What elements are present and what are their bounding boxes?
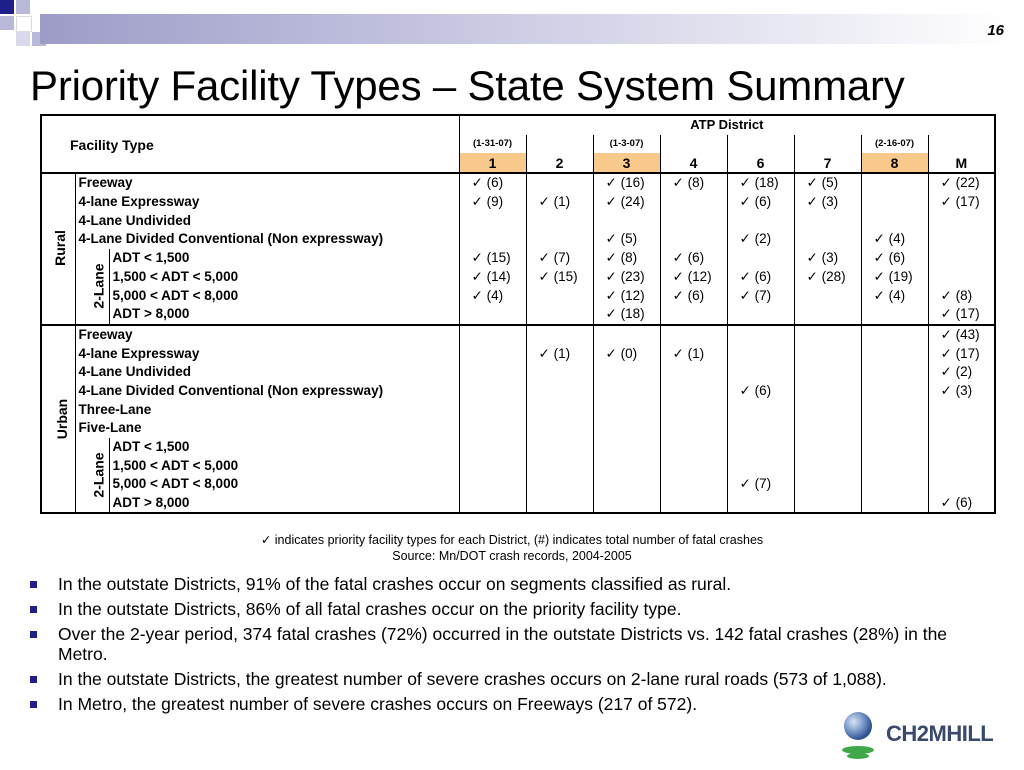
adt-range-name: ADT < 1,500 [112, 250, 190, 266]
table-cell [727, 419, 794, 438]
table-cell [861, 382, 928, 401]
table-cell [794, 344, 861, 363]
table-cell [727, 344, 794, 363]
table-cell [526, 438, 593, 457]
facility-name: Three-Lane [78, 401, 152, 417]
facility-name: Freeway [78, 175, 133, 191]
table-cell: ✓ (19) [861, 268, 928, 287]
table-cell [794, 230, 861, 249]
facility-name: Freeway [75, 325, 459, 345]
table-cell [526, 363, 593, 382]
bullet-marker-icon [30, 606, 37, 613]
table-cell [459, 325, 526, 345]
table-cell: ✓ (4) [861, 286, 928, 305]
table-row [41, 193, 995, 212]
table-cell: ✓ (17) [928, 344, 995, 363]
bullet-item: In the outstate Districts, the greatest number of severe crashes occurs on 2-lane rural roads (573 of 1,088). [22, 669, 982, 689]
table-cell: ✓ (17) [928, 193, 995, 212]
table-cell [526, 475, 593, 494]
district-header-3: 3 [593, 153, 660, 173]
table-cell [928, 456, 995, 475]
table-row [41, 249, 995, 268]
table-row [41, 382, 995, 401]
table-cell [727, 325, 794, 345]
table-cell: ✓ (43) [928, 325, 995, 345]
table-row [41, 173, 995, 193]
table-cell [794, 363, 861, 382]
table-cell [861, 494, 928, 514]
table-cell [593, 494, 660, 514]
table-cell [660, 419, 727, 438]
table-cell [526, 456, 593, 475]
table-cell: ✓ (8) [928, 286, 995, 305]
table-cell: ✓ (3) [794, 193, 861, 212]
bullet-list [22, 574, 982, 719]
table-row [41, 211, 995, 230]
table-cell [727, 249, 794, 268]
decorative-square [16, 32, 30, 46]
two-lane-label [75, 249, 109, 325]
page-title: Priority Facility Types – State System Summary [30, 62, 905, 109]
table-cell [459, 230, 526, 249]
two-lane-label [75, 438, 109, 514]
district-date [794, 135, 861, 154]
caption-source: Source: Mn/DOT crash records, 2004-2005 [392, 549, 632, 563]
table-row [41, 475, 995, 494]
table-cell [660, 193, 727, 212]
table-cell: ✓ (12) [660, 268, 727, 287]
district-header-7: 7 [794, 153, 861, 173]
table-cell [459, 211, 526, 230]
table-row [41, 456, 995, 475]
caption-legend: ✓ indicates priority facility types for each District, (#) indicates total number of fatal crashes [260, 533, 764, 547]
table-cell [526, 286, 593, 305]
district-header-1: 1 [459, 153, 526, 173]
facility-name: Five-Lane [78, 420, 142, 436]
table-cell: ✓ (8) [593, 249, 660, 268]
table-cell: ✓ (18) [593, 305, 660, 325]
table-cell [660, 438, 727, 457]
table-cell [861, 211, 928, 230]
district-date [660, 135, 727, 154]
table-cell [593, 382, 660, 401]
table-cell [928, 230, 995, 249]
bullet-item: In the outstate Districts, 86% of all fatal crashes occur on the priority facility type. [22, 599, 982, 619]
table-cell: ✓ (18) [727, 173, 794, 193]
atp-district-header: ATP District [459, 115, 995, 135]
table-cell [459, 419, 526, 438]
table-cell [861, 344, 928, 363]
facility-name: 4-Lane Divided Conventional (Non expressway) [78, 231, 384, 247]
table-cell: ✓ (22) [928, 173, 995, 193]
decorative-square [0, 16, 14, 30]
table-cell [794, 475, 861, 494]
table-cell [727, 400, 794, 419]
district-date [928, 135, 995, 154]
table-row [41, 494, 995, 514]
district-header-8: 8 [861, 153, 928, 173]
table-cell [861, 419, 928, 438]
table-cell: ✓ (6) [727, 382, 794, 401]
table-cell [660, 230, 727, 249]
table-cell [727, 211, 794, 230]
table-cell: ✓ (3) [928, 382, 995, 401]
table-cell [459, 438, 526, 457]
table-cell: ✓ (6) [660, 286, 727, 305]
adt-range-name: 1,500 < ADT < 5,000 [112, 457, 239, 473]
bullet-item: Over the 2-year period, 374 fatal crashes (72%) occurred in the outstate Districts vs. 142 fatal crashes (28%) in the Metro. [22, 624, 982, 664]
table-cell: ✓ (8) [660, 173, 727, 193]
table-cell: ✓ (6) [727, 268, 794, 287]
table-cell [660, 400, 727, 419]
table-cell: ✓ (5) [794, 173, 861, 193]
group-label-urban [41, 325, 75, 514]
district-date: (1-3-07) [593, 135, 660, 154]
bullet-item: In Metro, the greatest number of severe crashes occurs on Freeways (217 of 572). [22, 694, 982, 714]
table-cell [660, 211, 727, 230]
table-cell [861, 325, 928, 345]
table-cell: ✓ (17) [928, 305, 995, 325]
bullet-item: In the outstate Districts, 91% of the fatal crashes occur on segments classified as rural. [22, 574, 982, 594]
group-label-text: Urban [54, 398, 71, 439]
adt-range-name: 5,000 < ADT < 8,000 [112, 287, 239, 303]
district-date: (2-16-07) [861, 135, 928, 154]
district-date: (1-31-07) [459, 135, 526, 154]
table-cell [727, 363, 794, 382]
district-header-4: 4 [660, 153, 727, 173]
table-cell: ✓ (24) [593, 193, 660, 212]
two-lane-label-text: 2-Lane [90, 263, 107, 309]
table-cell [660, 494, 727, 514]
table-cell: ✓ (4) [459, 286, 526, 305]
table-cell [459, 363, 526, 382]
facility-table [40, 114, 996, 514]
table-row [41, 400, 995, 419]
table-cell [928, 249, 995, 268]
district-header-6: 6 [727, 153, 794, 173]
table-cell: ✓ (7) [727, 475, 794, 494]
table-cell [593, 456, 660, 475]
table-cell [660, 382, 727, 401]
table-cell [928, 400, 995, 419]
table-cell [459, 456, 526, 475]
facility-name: 4-Lane Divided Conventional (Non expressway) [78, 382, 384, 398]
table-row [41, 438, 995, 457]
table-cell: ✓ (9) [459, 193, 526, 212]
table-cell [593, 475, 660, 494]
adt-range-name: ADT < 1,500 [112, 439, 190, 455]
table-cell: ✓ (6) [928, 494, 995, 514]
title-bar [40, 14, 1010, 44]
table-cell: ✓ (7) [526, 249, 593, 268]
table-cell [727, 438, 794, 457]
table-cell [526, 419, 593, 438]
table-cell: ✓ (7) [727, 286, 794, 305]
table-cell [794, 325, 861, 345]
table-cell: ✓ (3) [794, 249, 861, 268]
table-cell [593, 438, 660, 457]
table-cell [593, 419, 660, 438]
facility-name: 4-lane Expressway [78, 345, 200, 361]
table-cell [794, 211, 861, 230]
table-cell [526, 382, 593, 401]
table-cell [593, 363, 660, 382]
ch2mhill-logo [838, 710, 1018, 765]
table-cell: ✓ (15) [526, 268, 593, 287]
table-cell: ✓ (1) [526, 344, 593, 363]
table-cell [794, 400, 861, 419]
table-row [41, 363, 995, 382]
table-cell [660, 305, 727, 325]
table-cell: ✓ (1) [660, 344, 727, 363]
adt-range-name: 5,000 < ADT < 8,000 [112, 476, 239, 492]
table-cell [526, 305, 593, 325]
table-cell [459, 475, 526, 494]
table-cell [861, 438, 928, 457]
table-cell [928, 419, 995, 438]
table-cell: ✓ (12) [593, 286, 660, 305]
decorative-square [16, 16, 32, 32]
table-cell [660, 363, 727, 382]
table-cell [660, 325, 727, 345]
table-cell [727, 305, 794, 325]
table-cell [660, 456, 727, 475]
table-cell: ✓ (28) [794, 268, 861, 287]
decorative-square [16, 0, 30, 14]
logo-text: CH2MHILL [886, 721, 994, 746]
table-cell: ✓ (16) [593, 173, 660, 193]
table-cell [459, 344, 526, 363]
table-cell [794, 438, 861, 457]
table-cell [928, 268, 995, 287]
table-cell [526, 494, 593, 514]
table-cell: ✓ (1) [526, 193, 593, 212]
table-cell [593, 211, 660, 230]
table-cell [861, 193, 928, 212]
table-cell [727, 456, 794, 475]
table-cell [526, 325, 593, 345]
table-cell: ✓ (6) [459, 173, 526, 193]
bullet-marker-icon [30, 701, 37, 708]
facility-name: 4-lane Expressway [78, 194, 200, 210]
table-cell [593, 325, 660, 345]
table-cell [794, 419, 861, 438]
district-header-m: M [928, 153, 995, 173]
table-cell [593, 400, 660, 419]
district-date [526, 135, 593, 154]
table-cell [861, 456, 928, 475]
table-cell [727, 494, 794, 514]
table-row [41, 325, 995, 345]
table-cell [794, 382, 861, 401]
group-label-text: Rural [51, 230, 68, 267]
table-cell [861, 363, 928, 382]
table-cell: ✓ (14) [459, 268, 526, 287]
table-cell: ✓ (15) [459, 249, 526, 268]
table-row [41, 286, 995, 305]
table-cell [794, 286, 861, 305]
table-row [41, 268, 995, 287]
table-cell [928, 475, 995, 494]
table-cell [794, 456, 861, 475]
table-cell [861, 400, 928, 419]
table-cell [459, 382, 526, 401]
table-cell: ✓ (6) [660, 249, 727, 268]
table-cell [526, 230, 593, 249]
table-cell: ✓ (2) [928, 363, 995, 382]
table-cell [526, 400, 593, 419]
table-cell [526, 173, 593, 193]
bullet-marker-icon [30, 676, 37, 683]
bullet-marker-icon [30, 631, 37, 638]
adt-range-name: ADT > 8,000 [112, 495, 190, 511]
facility-type-header: Facility Type [70, 137, 154, 153]
table-cell [526, 211, 593, 230]
table-cell: ✓ (5) [593, 230, 660, 249]
table-cell [861, 475, 928, 494]
table-row [41, 305, 995, 325]
district-date [727, 135, 794, 154]
group-label-rural [41, 173, 75, 325]
two-lane-label-text: 2-Lane [90, 452, 107, 498]
table-row [41, 419, 995, 438]
table-cell: ✓ (23) [593, 268, 660, 287]
table-cell [928, 438, 995, 457]
table-cell [459, 305, 526, 325]
table-cell [459, 400, 526, 419]
facility-name: 4-Lane Undivided [78, 364, 192, 380]
bullet-marker-icon [30, 581, 37, 588]
page-number: 16 [987, 22, 1004, 39]
facility-name: 4-Lane Undivided [78, 212, 192, 228]
table-cell [861, 173, 928, 193]
district-header-2: 2 [526, 153, 593, 173]
adt-range-name: 1,500 < ADT < 5,000 [112, 268, 239, 284]
decorative-square [0, 0, 14, 14]
table-row [41, 230, 995, 249]
table-cell [928, 211, 995, 230]
table-cell: ✓ (6) [861, 249, 928, 268]
table-cell: ✓ (2) [727, 230, 794, 249]
table-cell [794, 305, 861, 325]
table-cell [459, 494, 526, 514]
table-cell [861, 305, 928, 325]
adt-range-name: ADT > 8,000 [112, 306, 190, 322]
table-cell: ✓ (6) [727, 193, 794, 212]
table-cell [794, 494, 861, 514]
table-cell: ✓ (4) [861, 230, 928, 249]
table-row [41, 344, 995, 363]
table-cell: ✓ (0) [593, 344, 660, 363]
table-cell [660, 475, 727, 494]
